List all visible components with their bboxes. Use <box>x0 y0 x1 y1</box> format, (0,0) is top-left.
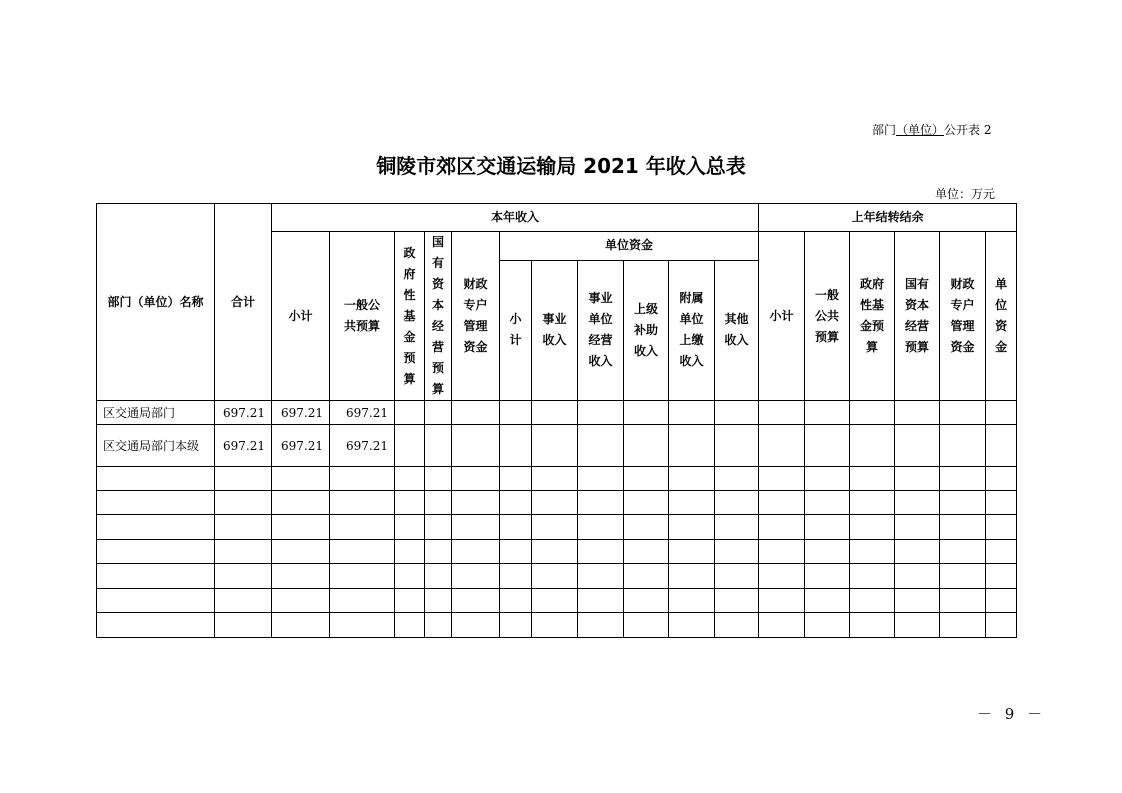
table-row <box>97 613 1017 638</box>
header-total: 合计 <box>215 204 272 401</box>
form-label-prefix: 部门 <box>872 123 897 137</box>
table-row <box>97 467 1017 491</box>
unit-label: 单位：万元 <box>935 187 996 201</box>
row-general: 697.21 <box>330 425 395 467</box>
header-co-state-capital: 国有 资本 经营 预算 <box>895 232 940 401</box>
form-label-underlined: （单位） <box>896 123 945 137</box>
header-carryover: 上年结转结余 <box>759 204 1017 232</box>
row-total: 697.21 <box>215 425 272 467</box>
header-this-year: 本年收入 <box>272 204 759 232</box>
header-co-fiscal-special: 财政 专户 管理 资金 <box>940 232 986 401</box>
table-row <box>97 540 1017 564</box>
header-uf-business: 事业 收入 <box>532 260 578 401</box>
table-row <box>97 401 1017 425</box>
row-name: 区交通局部门 <box>97 401 215 425</box>
row-name: 区交通局部门本级 <box>97 425 215 467</box>
form-label <box>872 121 991 138</box>
header-co-subtotal: 小计 <box>759 232 805 401</box>
header-co-general: 一般 公共 预算 <box>805 232 850 401</box>
form-label-suffix: 公开表 2 <box>944 123 992 137</box>
table-row <box>97 589 1017 613</box>
header-state-capital: 国 有 资 本 经 营 预 算 <box>425 232 452 401</box>
header-uf-affiliated: 附属 单位 上缴 收入 <box>669 260 715 401</box>
row-general: 697.21 <box>330 401 395 425</box>
header-dept-name: 部门（单位）名称 <box>97 204 215 401</box>
header-uf-operating: 事业 单位 经营 收入 <box>578 260 624 401</box>
table-row <box>97 564 1017 589</box>
row-subtotal: 697.21 <box>272 401 330 425</box>
header-co-gov-fund: 政府 性基 金预 算 <box>850 232 895 401</box>
table-row <box>97 491 1017 515</box>
income-table <box>96 203 1017 638</box>
header-subtotal: 小计 <box>272 232 330 401</box>
row-total: 697.21 <box>215 401 272 425</box>
header-unit-funds: 单位资金 <box>500 232 759 261</box>
header-fiscal-special: 财政 专户 管理 资金 <box>452 232 500 401</box>
header-uf-subsidy: 上级 补助 收入 <box>624 260 669 401</box>
header-uf-other: 其他 收入 <box>715 260 759 401</box>
header-general-budget: 一般公 共预算 <box>330 232 395 401</box>
page-number: － 9 － <box>977 705 1047 723</box>
table-row <box>97 425 1017 467</box>
header-co-unit-funds: 单 位 资 金 <box>986 232 1017 401</box>
row-subtotal: 697.21 <box>272 425 330 467</box>
header-uf-subtotal: 小 计 <box>500 260 532 401</box>
header-gov-fund: 政 府 性 基 金 预 算 <box>395 232 425 401</box>
page-title: 铜陵市郊区交通运输局 2021 年收入总表 <box>376 154 746 178</box>
table-row <box>97 515 1017 540</box>
